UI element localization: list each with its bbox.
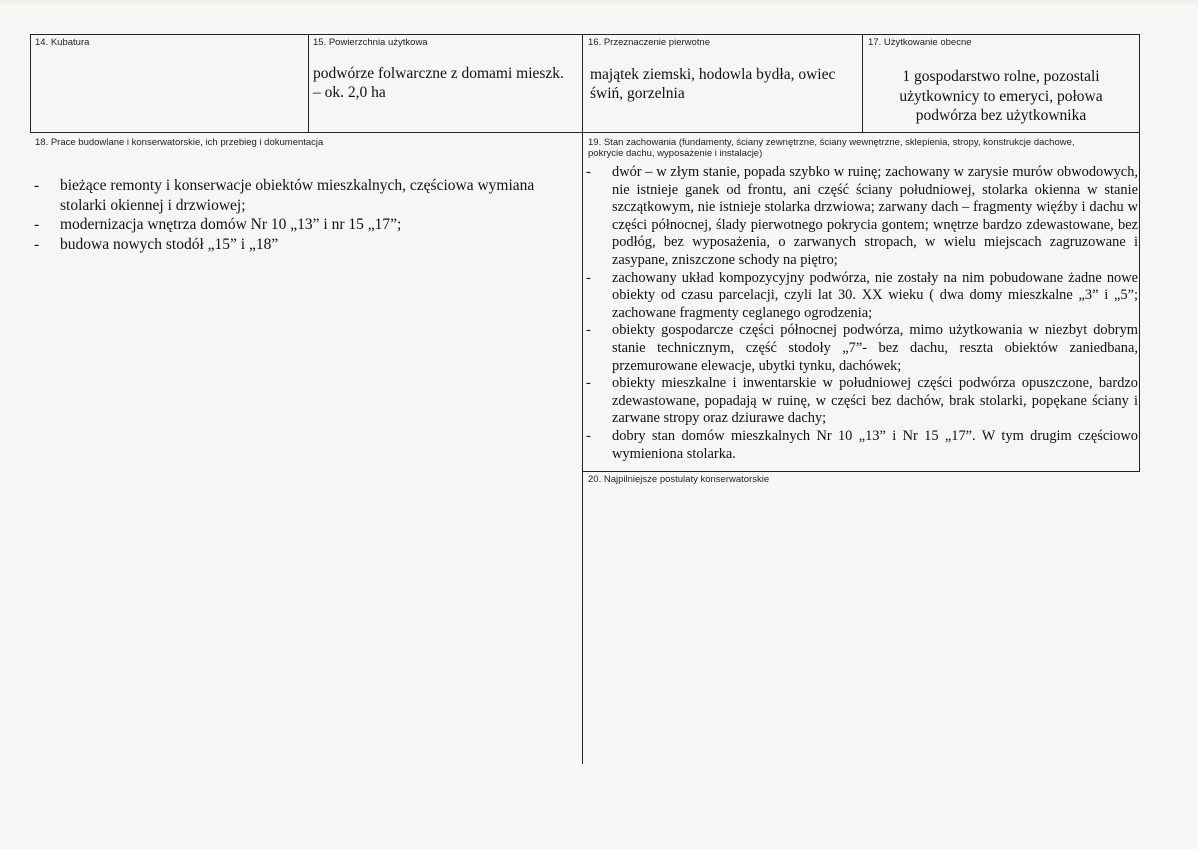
list-item — [34, 176, 582, 215]
rule-top — [30, 34, 1140, 35]
list-item — [586, 164, 1138, 270]
list-item — [34, 215, 582, 235]
field-17-label: 17. Użytkowanie obecne — [868, 37, 972, 48]
rule-19-bottom — [582, 471, 1140, 472]
rule-16-17 — [862, 34, 863, 133]
bullet-dash: - — [34, 216, 40, 233]
field-17-value: 1 gospodarstwo rolne, pozostali użytkownicy to emeryci, połowa podwórza bez użytkownika — [899, 68, 1103, 124]
bullet-dash: - — [34, 177, 40, 194]
list-item-text: obiekty gospodarcze części północnej podwórza, mimo użytkowania w niezbyt dobrym stanie technicznym, część stodoły „7”- bez dachu, reszta obiektów zaniedbana, przemurowane elewacje, ubytki tynku, dachówek; — [612, 322, 1138, 374]
list-item-text: dwór – w złym stanie, popada szybko w ruinę; zachowany w zarysie murów obwodowych, nie istnieje ganek od frontu, ani część ściany południowej, stolarka okienna w stanie szczątkowym, nie istnieje stolarka drzwiowa; zarwany dach – fragmenty więźby i dachu w części północnej, ślady pierwotnego pokrycia gontem; wnętrze bardzo zdewastowane, bez podłóg, bez wyposażenia, o zarwanych stropach, w wielu miejscach zagruzowane i zasypane, zniszczone schody na piętro; — [612, 164, 1138, 268]
rule-right-19 — [1139, 132, 1140, 472]
field-14-label: 14. Kubatura — [35, 37, 90, 48]
field-20-label: 20. Najpilniejsze postulaty konserwatorskie — [588, 474, 770, 485]
field-18-label: 18. Prace budowlane i konserwatorskie, ich przebieg i dokumentacja — [35, 137, 324, 148]
rule-row1-bottom — [30, 132, 1140, 133]
rule-left — [30, 34, 31, 133]
list-item-text: modernizacja wnętrza domów Nr 10 „13” i nr 15 „17”; — [60, 216, 402, 233]
list-item — [586, 270, 1138, 323]
rule-right — [1139, 34, 1140, 133]
field-19-label: 19. Stan zachowania (fundamenty, ściany zewnętrzne, ściany wewnętrzne, sklepienia, stropy, konstrukcje dachowe, pokrycie dachu, wyposażenie i instalacje) — [588, 137, 1075, 159]
list-item-text: budowa nowych stodół „15” i „18” — [60, 235, 279, 253]
list-item-text: bieżące remonty i konserwacje obiektów mieszkalnych, częściowa wymiana stolarki okiennej i drzwiowej; — [60, 177, 535, 214]
bullet-dash: - — [586, 375, 591, 392]
list-item-text: dobry stan domów mieszkalnych Nr 10 „13” i Nr 15 „17”. W tym drugim częściowo wymieniona stolarka. — [612, 427, 1138, 462]
rule-14-15 — [308, 34, 309, 133]
bullet-dash: - — [34, 235, 40, 253]
bullet-dash: - — [586, 269, 591, 286]
bullet-dash: - — [586, 427, 591, 444]
field-18-content — [34, 176, 582, 254]
bullet-dash: - — [586, 164, 591, 180]
rule-center — [582, 34, 583, 764]
field-19-content — [586, 164, 1138, 463]
field-16-value: majątek ziemski, hodowla bydła, owiec świń, gorzelnia — [590, 66, 836, 102]
list-item — [34, 235, 582, 255]
field-18-list — [34, 176, 582, 254]
bullet-dash: - — [586, 322, 591, 339]
field-15-label: 15. Powierzchnia użytkowa — [313, 37, 428, 48]
field-15-value: podwórze folwarczne z domami mieszk. – ok. 2,0 ha — [313, 65, 564, 101]
list-item-text: obiekty mieszkalne i inwentarskie w południowej części podwórza opuszczone, bardzo zdewastowane, popadają w ruinę, w części bez dachów, brak stolarki, popękane ściany i zarwane stropy oraz dziurawe dachy; — [612, 375, 1138, 427]
list-item — [586, 428, 1138, 463]
field-16-label: 16. Przeznaczenie pierwotne — [588, 37, 710, 48]
field-19-list — [586, 164, 1138, 463]
list-item — [586, 322, 1138, 375]
list-item-text: zachowany układ kompozycyjny podwórza, nie zostały na nim pobudowane żadne nowe obiekty od czasu parcelacji, czyli lat 30. XX wieku ( dwa domy mieszkalne „3” i „5”; zachowane fragmenty ceglanego ogrodzenia; — [612, 269, 1138, 321]
list-item — [586, 375, 1138, 428]
